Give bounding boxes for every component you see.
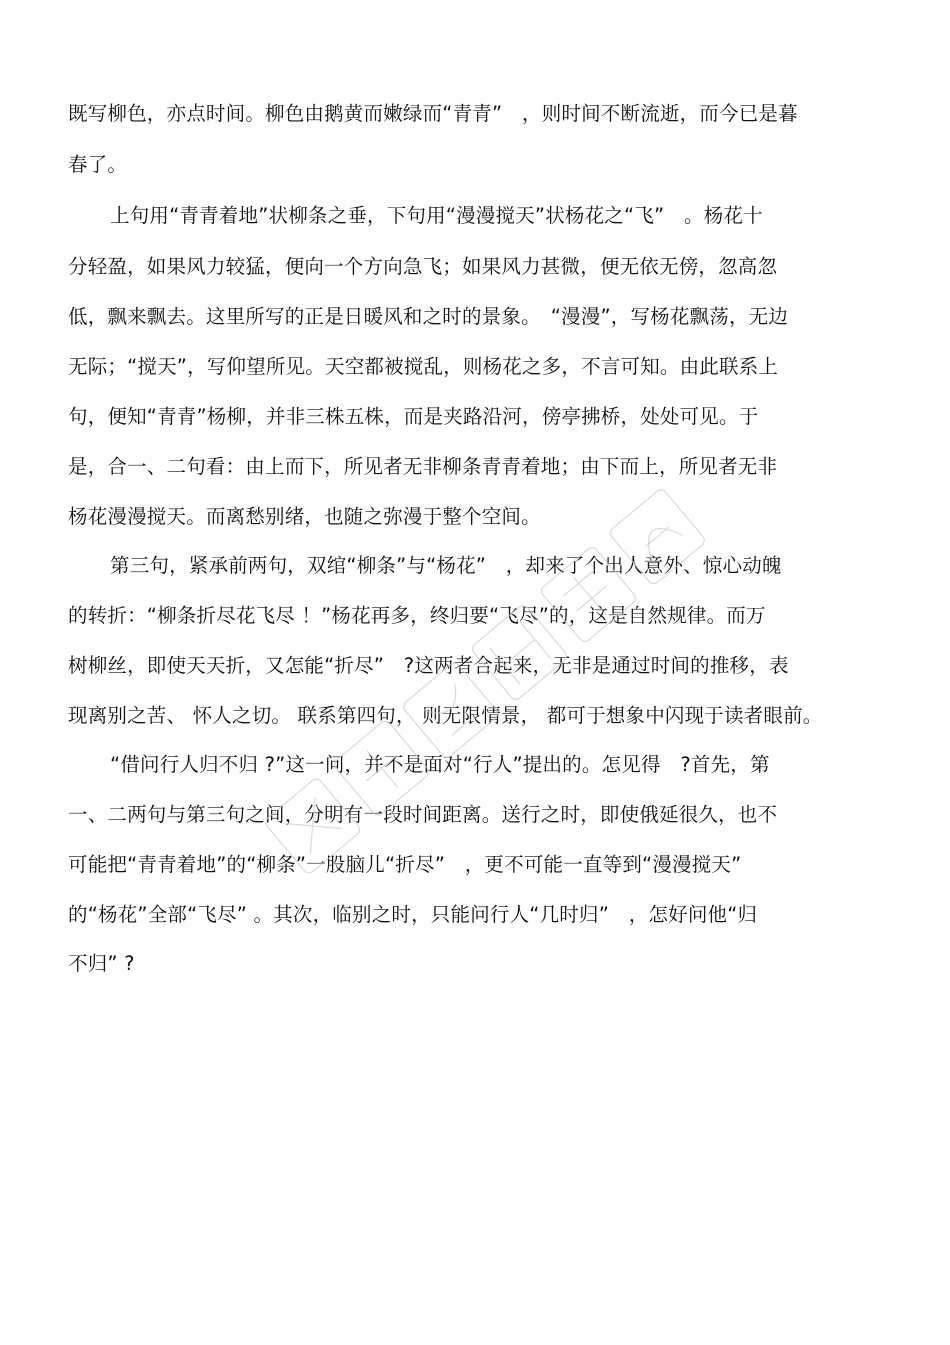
text-line: 句，便知“青青”杨柳，并非三株五株，而是夹路沿河，傍亭拂桥，处处可见。于: [68, 405, 759, 428]
text-line: 的“杨花”全部“飞尽” 。其次，临别之时，只能问行人“几时归” ，怎好问他“归: [68, 903, 758, 926]
text-line: 是，合一、二句看：由上而下，所见者无非柳条青青着地；由下而上，所见者无非: [68, 455, 778, 478]
text-line: 杨花漫漫搅天。而离愁别绪，也随之弥漫于整个空间。: [68, 505, 541, 528]
text-line: “借问行人归不归 ?”这一问，并不是面对“行人”提出的。怎见得 ?首先，第: [110, 753, 770, 776]
text-line: 可能把“青青着地”的“柳条”一股脑儿“折尽” ，更不可能一直等到“漫漫搅天”: [68, 853, 742, 876]
text-line: 既写柳色，亦点时间。柳色由鹅黄而嫩绿而“青青” ，则时间不断流逝，而今已是暮: [68, 102, 798, 125]
text-line: 上句用“青青着地”状柳条之垂，下句用“漫漫搅天”状杨花之“飞” 。杨花十: [110, 204, 763, 227]
text-line: 无际；“搅天”，写仰望所见。天空都被搅乱，则杨花之多，不言可知。由此联系上: [68, 355, 779, 378]
text-line: 第三句，紧承前两句，双绾“柳条”与“杨花” ，却来了个出人意外、惊心动魄: [110, 554, 782, 577]
text-line: 分轻盈，如果风力较猛，便向一个方向急飞；如果风力甚微，便无依无傍，忽高忽: [68, 255, 778, 278]
text-line: 春了。: [68, 153, 128, 176]
text-line: 的转折：“柳条折尽花飞尽 ！”杨花再多，终归要“飞尽”的，这是自然规律。而万: [68, 604, 766, 627]
text-line: 树柳丝，即使天天折，又怎能“折尽” ?这两者合起来，无非是通过时间的推移，表: [68, 654, 789, 677]
text-line: 现离别之苦、 怀人之切。 联系第四句， 则无限情景， 都可于想象中闪现于读者眼前。: [68, 704, 823, 727]
text-line: 一、二两句与第三句之间，分明有一段时间距离。送行之时，即使俄延很久，也不: [68, 803, 778, 826]
text-line: 低，飘来飘去。这里所写的正是日暖风和之时的景象。 “漫漫”，写杨花飘荡，无边: [68, 305, 789, 328]
text-line: 不归” ?: [68, 952, 135, 975]
